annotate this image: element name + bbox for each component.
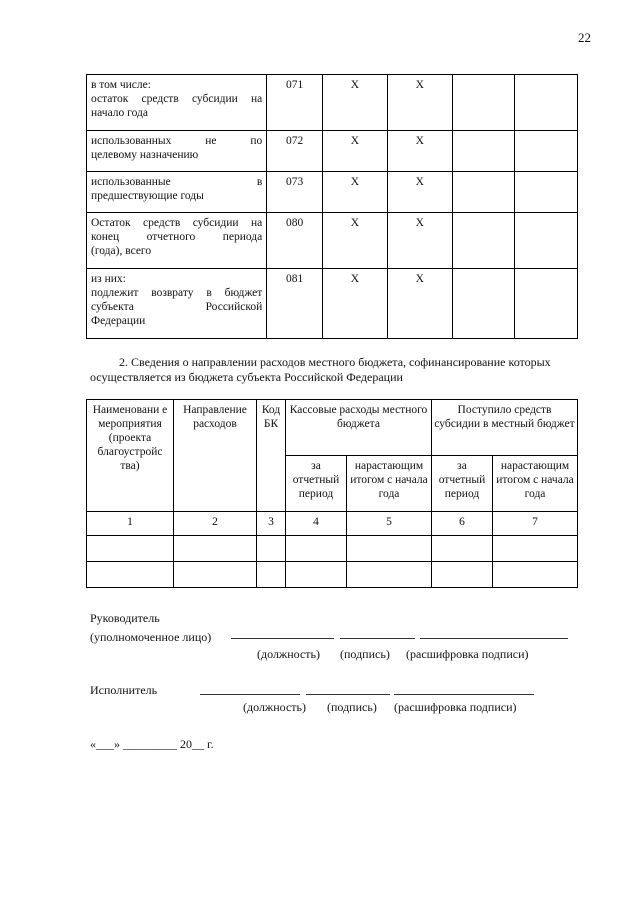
row-label: использованных не по целевому назначению — [87, 131, 267, 172]
position-caption-2: (должность) — [243, 700, 306, 714]
col-number: 4 — [286, 512, 347, 536]
empty-cell — [452, 75, 515, 131]
row-label: Остаток средств субсидии на конец отчетного периода (года), всего — [87, 213, 267, 269]
empty-cell — [87, 562, 174, 588]
empty-cell — [515, 269, 578, 339]
row-label: из них: подлежит возврату в бюджет субъекта Российской Федерации — [87, 269, 267, 339]
subsidy-balance-table — [86, 74, 578, 339]
col-header-cumulative-2: нарастающим итогом с начала года — [493, 456, 578, 512]
table-row — [87, 131, 578, 172]
table-row — [87, 269, 578, 339]
empty-cell — [515, 75, 578, 131]
head-label: Руководитель — [90, 611, 160, 625]
signature-caption: (подпись) — [340, 647, 390, 661]
col-number: 2 — [174, 512, 257, 536]
signature-line[interactable] — [340, 638, 415, 639]
col-header-cash: Кассовые расходы местного бюджета — [286, 400, 432, 456]
empty-cell — [286, 562, 347, 588]
empty-cell — [257, 562, 286, 588]
col-number: 3 — [257, 512, 286, 536]
empty-cell — [174, 562, 257, 588]
table-row — [87, 536, 578, 562]
signature-line-2[interactable] — [306, 694, 390, 695]
x-mark: X — [387, 131, 452, 172]
x-mark: X — [387, 269, 452, 339]
col-number: 6 — [432, 512, 493, 536]
section-2-title: 2. Сведения о направлении расходов местного бюджета, софинансирование которых осуществляется из бюджета субъекта Российской Федерации — [90, 355, 551, 384]
empty-cell — [452, 213, 515, 269]
column-number-row — [87, 512, 578, 536]
row-code: 081 — [267, 269, 323, 339]
x-mark: X — [322, 269, 387, 339]
decoding-caption: (расшифровка подписи) — [406, 647, 529, 661]
empty-cell — [515, 172, 578, 213]
empty-cell — [515, 131, 578, 172]
empty-cell — [493, 536, 578, 562]
row-label: в том числе: остаток средств субсидии на начало года — [87, 75, 267, 131]
header-row — [87, 400, 578, 456]
col-header-kbk: Код БК — [257, 400, 286, 512]
position-line-2[interactable] — [200, 694, 300, 695]
row-code: 072 — [267, 131, 323, 172]
col-header-period-2: за отчетный период — [432, 456, 493, 512]
col-number: 5 — [347, 512, 432, 536]
authorized-person-label: (уполномоченное лицо) — [90, 630, 212, 644]
empty-cell — [432, 562, 493, 588]
col-number: 7 — [493, 512, 578, 536]
col-header-period: за отчетный период — [286, 456, 347, 512]
empty-cell — [87, 536, 174, 562]
x-mark: X — [322, 75, 387, 131]
empty-cell — [257, 536, 286, 562]
col-header-cumulative: нарастающим итогом с начала года — [347, 456, 432, 512]
col-number: 1 — [87, 512, 174, 536]
col-header-direction: Направление расходов — [174, 400, 257, 512]
signature-caption-2: (подпись) — [327, 700, 377, 714]
col-header-received: Поступило средств субсидии в местный бюджет — [432, 400, 578, 456]
empty-cell — [515, 213, 578, 269]
x-mark: X — [322, 213, 387, 269]
decoding-line-2[interactable] — [394, 694, 534, 695]
row-code: 080 — [267, 213, 323, 269]
empty-cell — [493, 562, 578, 588]
empty-cell — [286, 536, 347, 562]
row-label: использованные в предшествующие годы — [87, 172, 267, 213]
position-caption: (должность) — [257, 647, 320, 661]
row-code: 073 — [267, 172, 323, 213]
empty-cell — [452, 172, 515, 213]
table-row — [87, 75, 578, 131]
x-mark: X — [387, 75, 452, 131]
executor-label: Исполнитель — [90, 683, 158, 697]
col-header-name: Наименовани е мероприятия (проекта благоустройс тва) — [87, 400, 174, 512]
x-mark: X — [322, 131, 387, 172]
x-mark: X — [322, 172, 387, 213]
decoding-caption-2: (расшифровка подписи) — [394, 700, 517, 714]
empty-cell — [347, 536, 432, 562]
empty-cell — [174, 536, 257, 562]
page-number: 22 — [578, 30, 591, 45]
x-mark: X — [387, 172, 452, 213]
empty-cell — [432, 536, 493, 562]
empty-cell — [347, 562, 432, 588]
empty-cell — [452, 269, 515, 339]
decoding-line[interactable] — [420, 638, 568, 639]
table-row — [87, 172, 578, 213]
table-row — [87, 213, 578, 269]
x-mark: X — [387, 213, 452, 269]
date-line: «___» _________ 20__ г. — [90, 737, 214, 751]
expenditure-table — [86, 399, 578, 588]
position-line[interactable] — [231, 638, 334, 639]
empty-cell — [452, 131, 515, 172]
table-row — [87, 562, 578, 588]
row-code: 071 — [267, 75, 323, 131]
